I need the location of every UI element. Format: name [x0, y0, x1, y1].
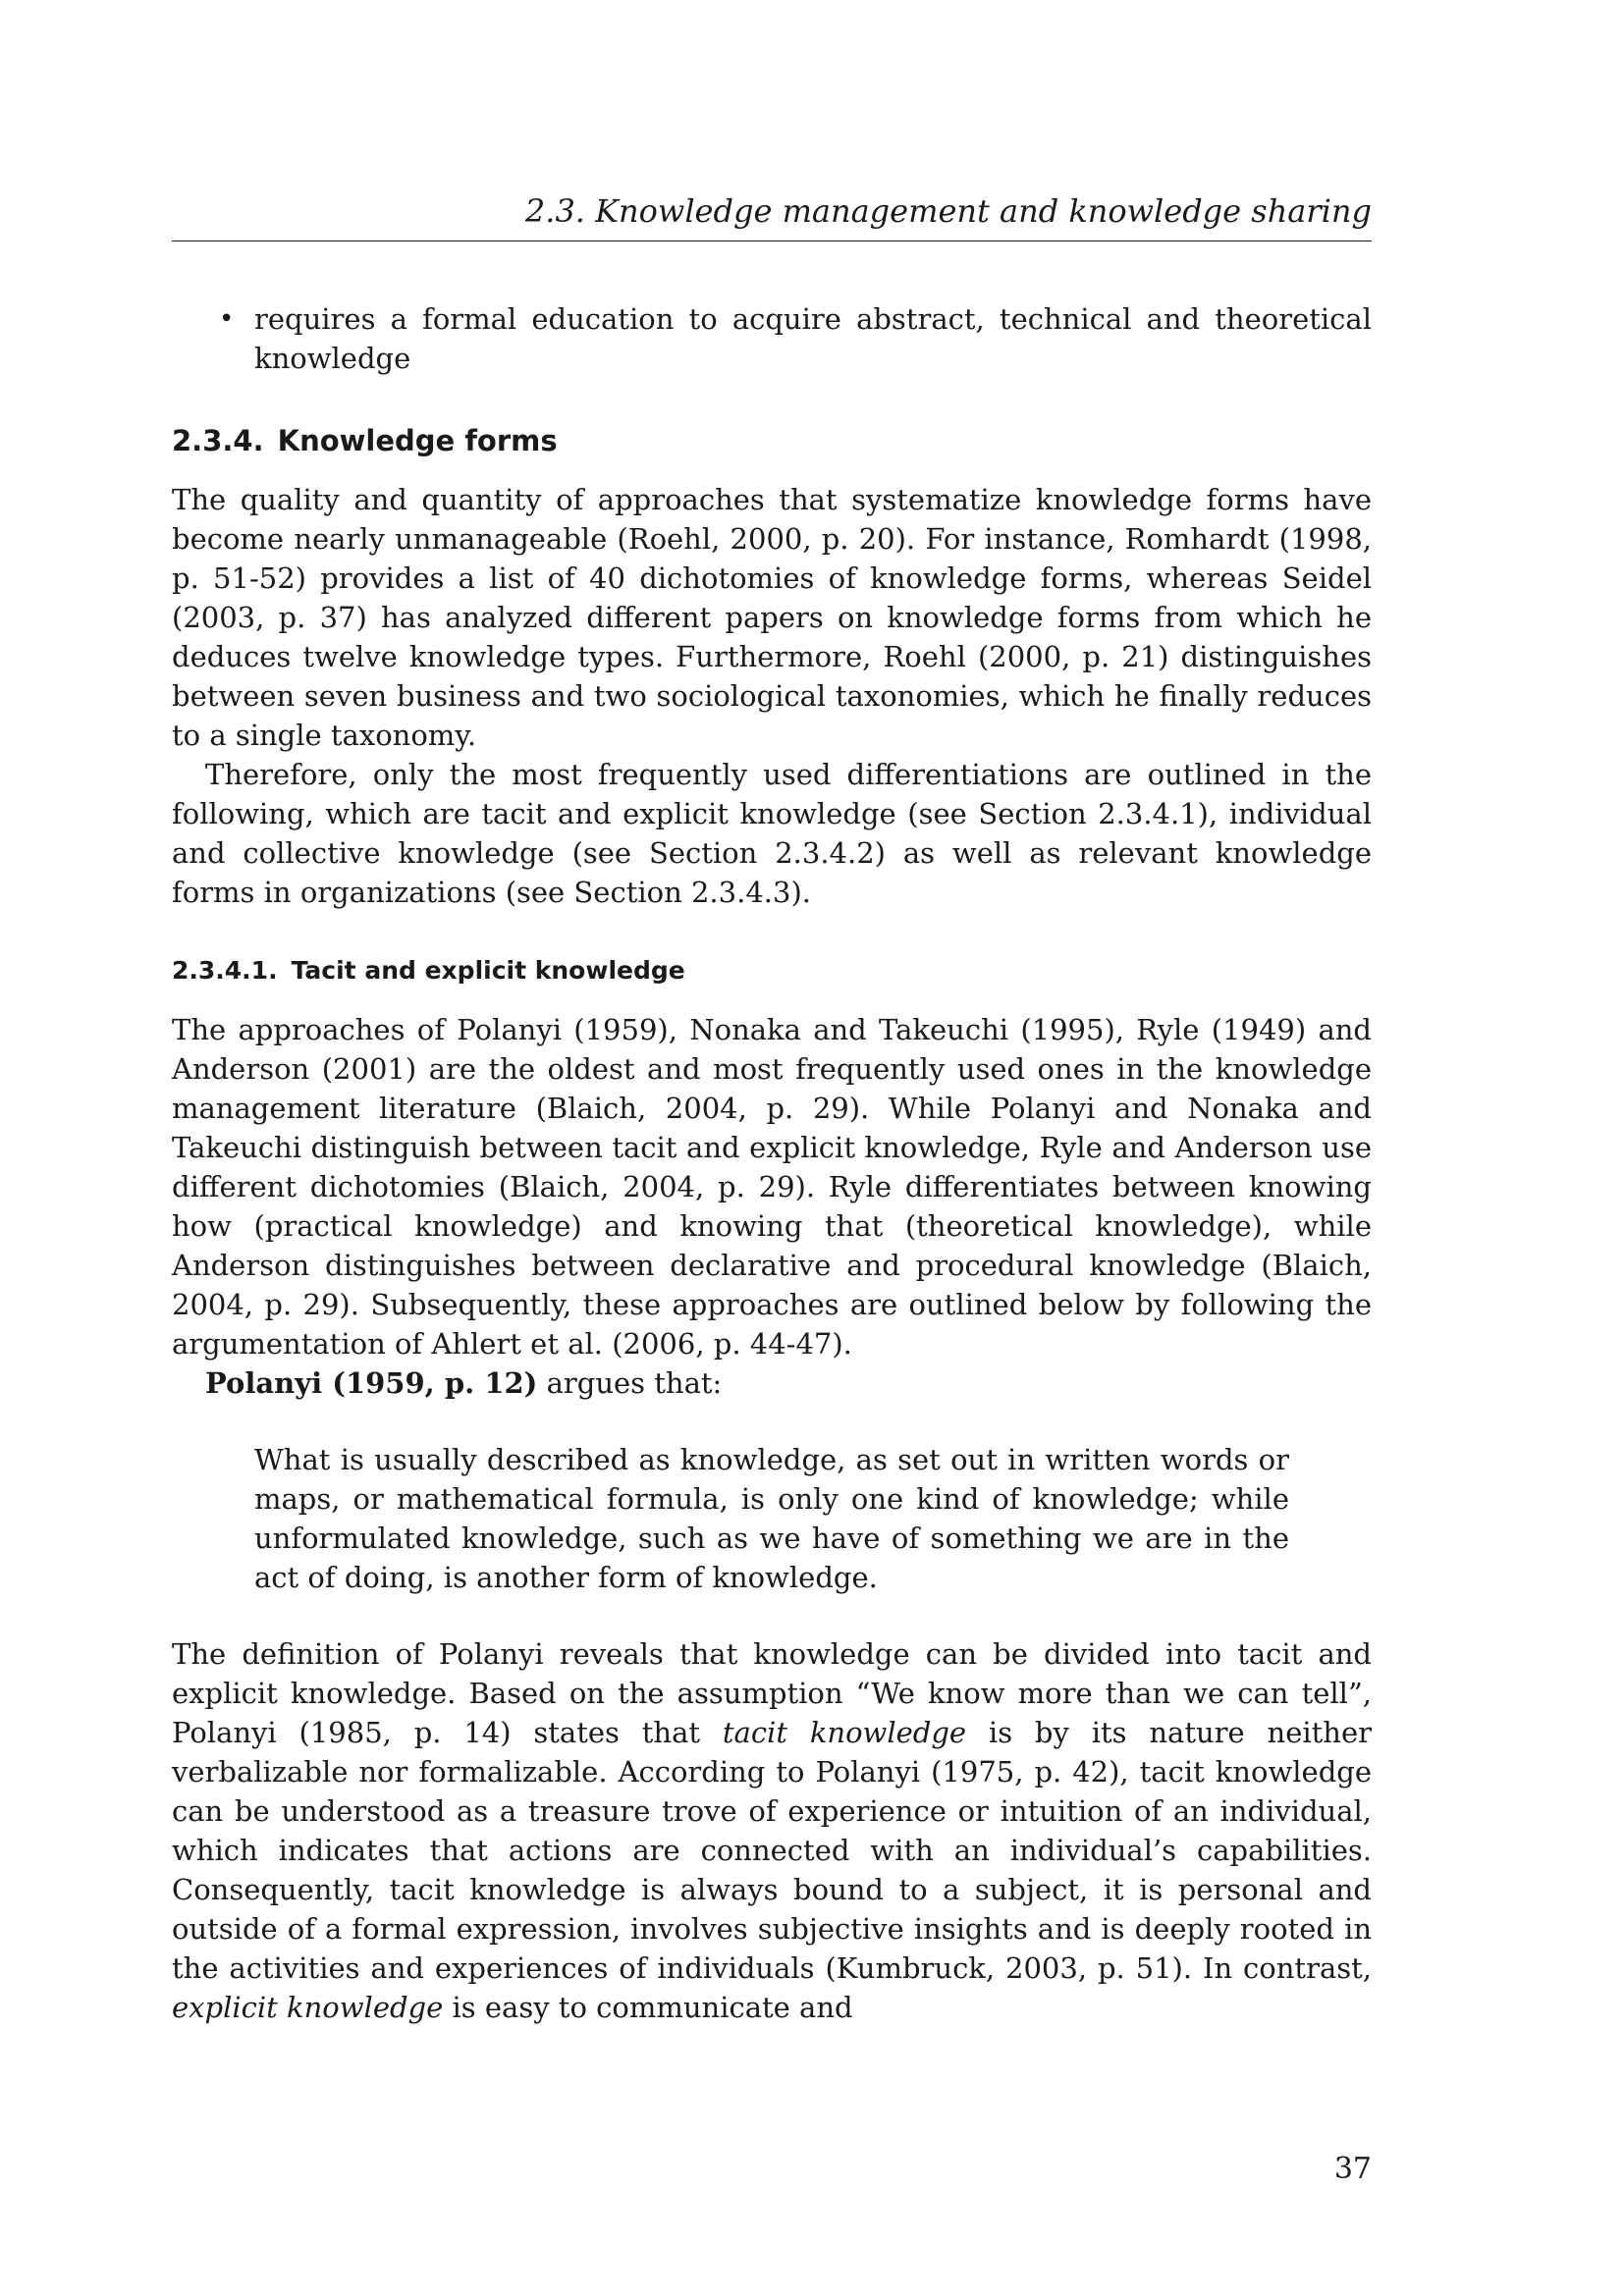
block-quote: What is usually described as knowledge, as set out in written words or maps, or mathematical formula, is only one kind of knowledge; while unformulated knowledge, such as we have of something we are in the act of doing, is another form of knowledge.: [254, 1443, 1289, 1594]
subsection-number: 2.3.4.1.: [172, 956, 278, 985]
section-title: Knowledge forms: [277, 424, 558, 457]
bullet-icon: •: [219, 304, 235, 334]
paragraph-text: argues that:: [537, 1366, 723, 1400]
bullet-list: [172, 299, 1372, 378]
paragraph: Therefore, only the most frequently used differentiations are outlined in the following, which are tacit and explicit knowledge (see Section 2.3.4.1), individual and collective knowledge (see Section 2.3.4.2) as well as relevant knowledge forms in organizations (see Section 2.3.4.3).: [172, 758, 1372, 909]
section-heading: [172, 421, 1372, 460]
body-text: [172, 299, 1372, 2027]
emphasis-term: tacit knowledge: [722, 1716, 967, 1749]
paragraph-text: is easy to communicate and: [443, 1991, 853, 2024]
page-number: 37: [1333, 2152, 1372, 2186]
paragraph-text: is by its nature neither verbalizable nor formalizable. According to Polanyi (1975, p. 42), tacit knowledge can be understood as a treasure trove of experience or intuition of an individual, which indicates that actions are connected with an individual’s capabilities. Consequently, tacit knowledge is always bound to a subject, it is personal and outside of a formal expression, involves subjective insights and is deeply rooted in the activities and experiences of individuals (Kumbruck, 2003, p. 51). In contrast,: [172, 1716, 1372, 1985]
subsection-title: Tacit and explicit knowledge: [291, 956, 685, 985]
citation-bold: Polanyi (1959, p. 12): [205, 1366, 538, 1400]
paragraph: [172, 1363, 1372, 1403]
paragraph: [172, 1634, 1372, 2027]
emphasis-term: explicit knowledge: [172, 1991, 444, 2024]
header-rule: [172, 240, 1372, 241]
running-head: 2.3. Knowledge management and knowledge sharing: [524, 192, 1372, 230]
page: [172, 0, 1372, 2296]
subsection-heading: [172, 953, 1372, 988]
list-item: [219, 299, 1372, 378]
bullet-item-text: requires a formal education to acquire abstract, technical and theoretical knowledge: [254, 302, 1372, 375]
paragraph: The approaches of Polanyi (1959), Nonaka and Takeuchi (1995), Ryle (1949) and Anderson (2001) are the oldest and most frequently used ones in the knowledge management literature (Blaich, 2004, p. 29). While Polanyi and Nonaka and Takeuchi distinguish between tacit and explicit knowledge, Ryle and Anderson use different dichotomies (Blaich, 2004, p. 29). Ryle differentiates between knowing how (practical knowledge) and knowing that (theoretical knowledge), while Anderson distinguishes between declarative and procedural knowledge (Blaich, 2004, p. 29). Subsequently, these approaches are outlined below by following the argumentation of Ahlert et al. (2006, p. 44-47).: [172, 1013, 1372, 1361]
paragraph: The quality and quantity of approaches that systematize knowledge forms have become nearly unmanageable (Roehl, 2000, p. 20). For instance, Romhardt (1998, p. 51-52) provides a list of 40 dichotomies of knowledge forms, whereas Seidel (2003, p. 37) has analyzed different papers on knowledge forms from which he deduces twelve knowledge types. Furthermore, Roehl (2000, p. 21) distinguishes between seven business and two sociological taxonomies, which he finally reduces to a single taxonomy.: [172, 483, 1372, 752]
paragraph-text: The definition of Polanyi reveals that knowledge can be divided into tacit and explicit knowledge. Based on the assumption “We know more than we can tell”, Polanyi (1985, p. 14) states that: [172, 1637, 1372, 1749]
section-number: 2.3.4.: [172, 424, 264, 457]
